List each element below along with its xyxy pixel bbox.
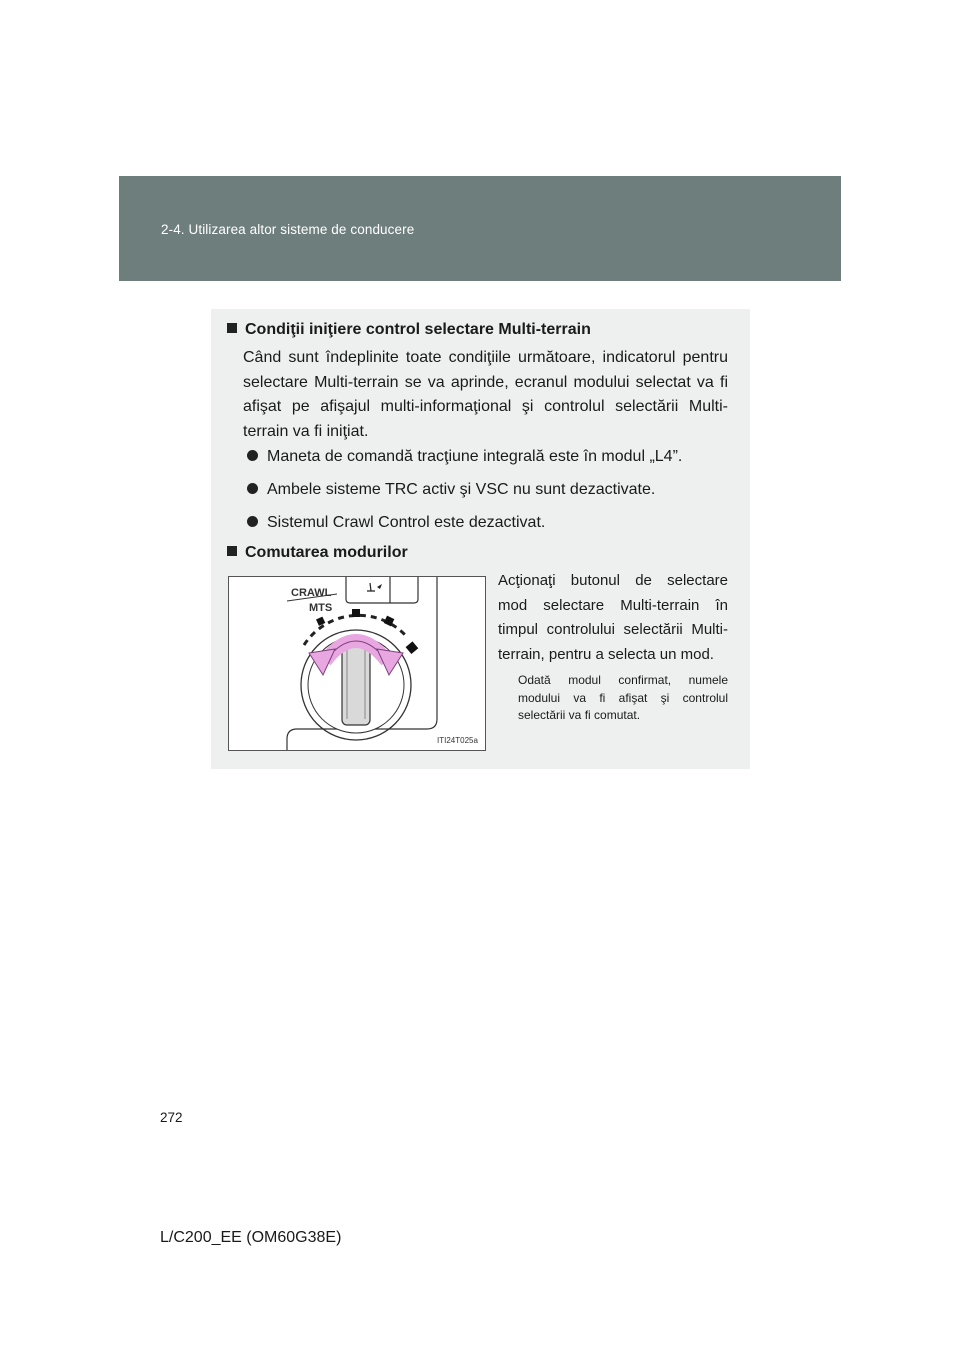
document-code: L/C200_EE (OM60G38E) — [160, 1229, 342, 1246]
crawl-label: CRAWL — [291, 587, 332, 599]
square-bullet-icon — [227, 323, 237, 333]
switching-paragraph: Acţionaţi butonul de selectare mod selectare Multi-terrain în timpul controlului selectării Multi-terrain, pentru a selecta un mod. — [498, 572, 728, 663]
heading-conditions — [227, 321, 591, 339]
condition-bullet: Sistemul Crawl Control este dezactivat. — [247, 514, 545, 532]
square-bullet-icon — [227, 546, 237, 556]
selector-dial-drawing — [229, 577, 485, 750]
conditions-paragraph: Când sunt îndeplinite toate condiţiile următoare, indicatorul pentru selectare Multi-terrain se va aprinde, ecranul modului selectat va fi afişat pe afişajul multi-informaţional şi controlul selectării Multi-terrain va fi iniţiat. — [243, 349, 728, 441]
round-bullet-icon — [247, 516, 258, 527]
round-bullet-icon — [247, 450, 258, 461]
heading-switching-text: Comutarea modurilor — [245, 544, 408, 561]
round-bullet-icon — [247, 483, 258, 494]
info-panel — [211, 309, 750, 769]
section-title: 2-4. Utilizarea altor sisteme de conducere — [161, 222, 415, 237]
condition-bullet: Ambele sisteme TRC activ şi VSC nu sunt dezactivate. — [247, 481, 655, 499]
mode-selector-illustration — [228, 576, 486, 751]
page-number: 272 — [160, 1110, 183, 1125]
switching-note: Odată modul confirmat, numele modului va fi afişat şi controlul selectării va fi comutat. — [518, 673, 728, 722]
condition-bullet: Maneta de comandă tracţiune integrală este în modul „L4”. — [247, 448, 682, 466]
mts-label: MTS — [309, 602, 333, 614]
heading-switching — [227, 544, 408, 562]
figure-code: ITI24T025a — [437, 736, 478, 745]
chapter-header — [119, 176, 841, 281]
heading-conditions-text: Condiţii iniţiere control selectare Multi-terrain — [245, 321, 591, 338]
